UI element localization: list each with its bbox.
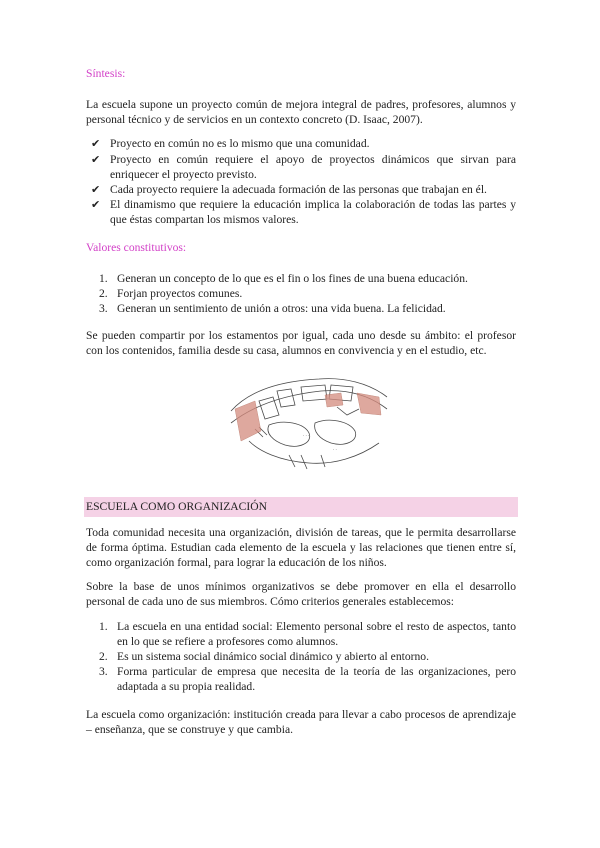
check-icon: ✔	[91, 198, 101, 212]
check-icon: ✔	[91, 183, 101, 197]
sintesis-heading: Síntesis:	[86, 67, 126, 80]
list-item: 1. La escuela en una entidad social: Elemento personal sobre el resto de aspectos, tanto en lo que se refiere a profesores como alumnos.	[99, 619, 516, 648]
list-item: 3. Generan un sentimiento de unión a otros: una vida buena. La felicidad.	[99, 302, 446, 316]
checklist-item: ✔ Cada proyecto requiere la adecuada formación de las personas que trabajan en él.	[91, 183, 487, 197]
section-title-bar: ESCUELA COMO ORGANIZACIÓN	[84, 497, 518, 517]
list-item: 1. Generan un concepto de lo que es el fin o los fines de una buena educación.	[99, 271, 468, 285]
valores-list	[86, 271, 516, 317]
organizacion-para-2: Sobre la base de unos mínimos organizativos se debe promover en ella el desarrollo personal de cada uno de sus miembros. Cómo criterios generales establecemos:	[86, 580, 516, 609]
checklist-item: ✔ El dinamismo que requiere la educación implica la colaboración de todas las partes y que éstas compartan los mismos valores.	[91, 198, 516, 227]
checklist-item: ✔ Proyecto en común requiere el apoyo de proyectos dinámicos que sirvan para enriquecer el proyecto previsto.	[91, 152, 516, 181]
check-icon: ✔	[91, 152, 101, 166]
checklist-item: ✔ Proyecto en común no es lo mismo que una comunidad.	[91, 137, 370, 151]
document-page	[86, 66, 516, 746]
list-item: 3. Forma particular de empresa que necesita de la teoría de las organizaciones, pero adaptada a su propia realidad.	[99, 665, 516, 694]
svg-text:· · ·: · · ·	[303, 432, 310, 438]
sintesis-checklist	[86, 136, 516, 227]
svg-text:· ·: · ·	[333, 446, 337, 452]
criterios-list	[86, 619, 516, 695]
sintesis-intro: La escuela supone un proyecto común de mejora integral de padres, profesores, alumnos y personal técnico y de servicios en un contexto concreto (D. Isaac, 2007).	[86, 98, 516, 127]
organizacion-closing: La escuela como organización: institución creada para llevar a cabo procesos de aprendizaje – enseñanza, que se construye y que cambia.	[86, 707, 516, 736]
organizacion-para-1: Toda comunidad necesita una organización, división de tareas, que le permita desarrollarse de forma óptima. Estudian cada elemento de la escuela y las relaciones que tienen entre sí, como organización formal, para lograr la educación de los niños.	[86, 525, 516, 570]
check-icon: ✔	[91, 137, 101, 151]
school-plan-sketch	[229, 371, 389, 481]
list-item: 2. Forjan proyectos comunes.	[99, 286, 243, 300]
valores-heading: Valores constitutivos:	[86, 240, 187, 254]
list-item: 2. Es un sistema social dinámico social dinámico y abierto al entorno.	[99, 650, 429, 664]
sketch-illustration	[229, 371, 389, 481]
valores-closing: Se pueden compartir por los estamentos por igual, cada uno desde su ámbito: el profesor con los contenidos, familia desde su casa, alumnos en convivencia y en el estudio, etc.	[86, 329, 516, 358]
